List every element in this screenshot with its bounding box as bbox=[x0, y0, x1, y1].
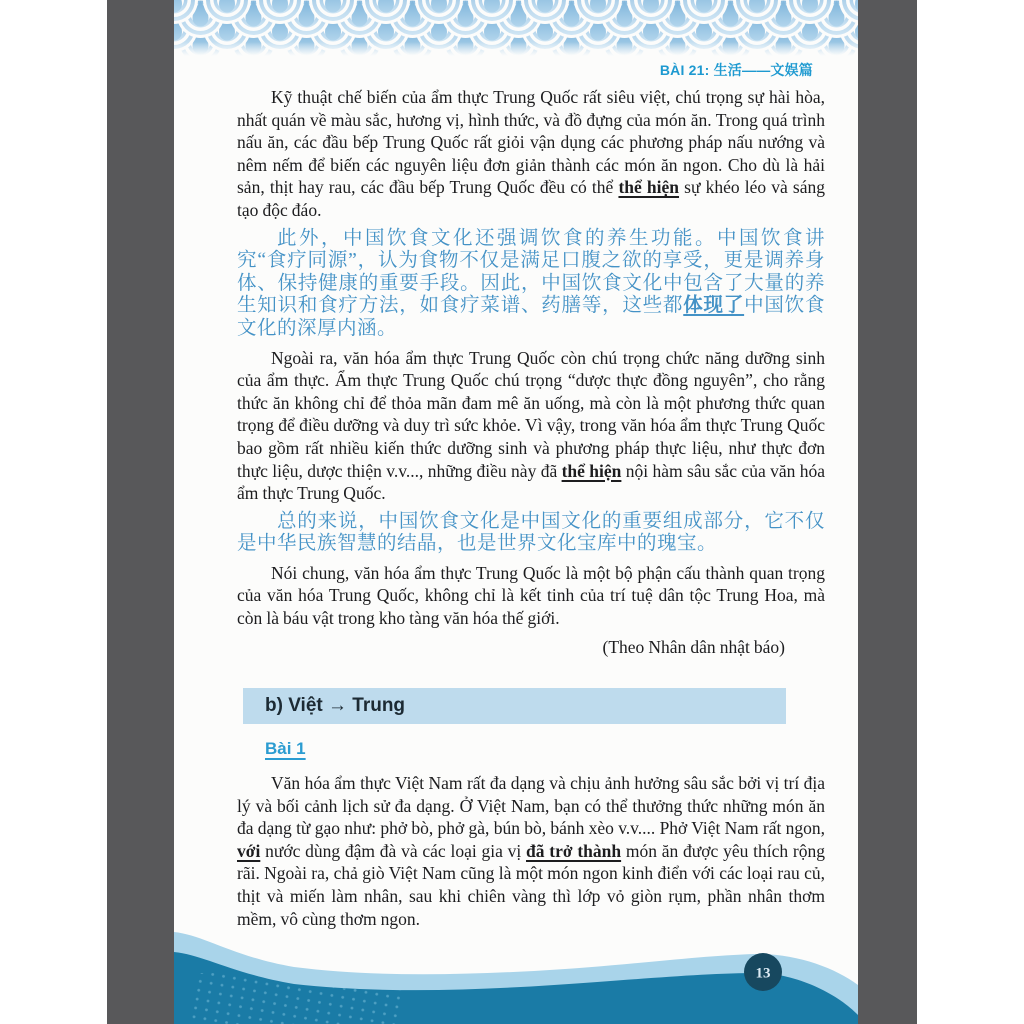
text-run: 总的来说，中国饮食文化是中国文化的重要组成部分，它不仅是中华民族智慧的结晶，也是世界文化宝库中的瑰宝。 bbox=[237, 510, 825, 555]
text-run: Ngoài ra, văn hóa ẩm thực Trung Quốc còn chú trọng chức năng dưỡng sinh của ẩm thực. Ẩm thực Trung Quốc chú trọng “dược thực đồng nguyên”, cho rằng thức ăn không chỉ để thỏa mãn đam mê ăn uống, mà còn là một phương thức quan trọng để điều dưỡng và duy trì sức khỏe. Vì vậy, trong văn hóa ẩm thực Trung Quốc bao gồm rất nhiều kiến thức dưỡng sinh và phương pháp thực liệu, như thực đơn thực liệu, dược thiện v.v..., những điều này đã bbox=[237, 347, 825, 481]
book-page bbox=[174, 0, 858, 1024]
emphasized-term: đã trở thành bbox=[526, 840, 622, 861]
paragraph bbox=[237, 511, 825, 556]
page-number: 13 bbox=[755, 965, 771, 982]
emphasized-term: 体现了 bbox=[683, 295, 745, 317]
text-run: (Theo Nhân dân nhật báo) bbox=[602, 636, 785, 657]
exercise-label: Bài 1 bbox=[265, 739, 306, 758]
text-run: nội hàm sâu sắc của văn hóa ẩm thực Trung Quốc. bbox=[237, 460, 825, 504]
text-run: 中国饮食文化的深厚内涵。 bbox=[237, 295, 825, 339]
paragraph bbox=[237, 636, 825, 659]
paragraph bbox=[237, 562, 825, 630]
section-bar bbox=[243, 688, 786, 724]
paragraph bbox=[237, 228, 825, 341]
header-scales-pattern bbox=[174, 0, 858, 56]
text-run: nước dùng đậm đà và các loại gia vị bbox=[260, 840, 527, 861]
text-run: sự khéo léo và sáng tạo độc đáo. bbox=[237, 177, 825, 220]
text-run: Văn hóa ẩm thực Việt Nam rất đa dạng và chịu ảnh hưởng sâu sắc bởi vị trí địa lý và bối cảnh lịch sử đa dạng. Ở Việt Nam, bạn có thể thưởng thức những món ăn đa dạng từ gạo như: phở bò, phở gà, bún bò, bánh xèo v.v.... Phở Việt Nam rất ngon, bbox=[237, 773, 825, 839]
lesson-header: BÀI 21: 生活——文娱篇 bbox=[659, 62, 813, 78]
passage-b bbox=[237, 772, 825, 936]
text-run: Kỹ thuật chế biến của ẩm thực Trung Quốc rất siêu việt, chú trọng sự hài hòa, nhất quán về màu sắc, hương vị, hình thức, và đồ đựng của món ăn. Trong quá trình nấu ăn, các đầu bếp Trung Quốc rất giỏi vận dụng các phương pháp nấu nướng và nêm nếm để biến các nguyên liệu đơn giản thành các món ăn ngon. Cho dù là hải sản, thịt hay rau, các đầu bếp Trung Quốc đều có thể bbox=[237, 87, 825, 198]
paragraph bbox=[237, 347, 825, 505]
text-run: Nói chung, văn hóa ẩm thực Trung Quốc là một bộ phận cấu thành quan trọng của văn hóa Trung Quốc, không chỉ là kết tinh của trí tuệ dân tộc Trung Hoa, mà còn là báu vật trong kho tàng văn hóa thế giới. bbox=[237, 562, 825, 629]
paragraph bbox=[237, 772, 825, 930]
emphasized-term: thể hiện bbox=[618, 177, 680, 198]
book-spine-right bbox=[858, 0, 917, 1024]
text-run: 此外，中国饮食文化还强调饮食的养生功能。中国饮食讲究“食疗同源”，认为食物不仅是满足口腹之欲的享受，更是调养身体、保持健康的重要手段。因此，中国饮食文化中包含了大量的养生知识和食疗方法，如食疗菜谱、药膳等，这些都 bbox=[237, 227, 825, 317]
text-run: món ăn được yêu thích rộng rãi. Ngoài ra, chả giò Việt Nam cũng là một món ngon kinh điển với các loại rau củ, thịt và miến làm nhân, sau khi chiên vàng thì lớp vỏ giòn rụm, phần nhân thơm mềm, vô cùng thơm ngon. bbox=[237, 840, 825, 929]
emphasized-term: với bbox=[237, 840, 261, 861]
paragraph bbox=[237, 86, 825, 222]
section-bar-label: b) Việt → Trung bbox=[265, 695, 406, 716]
emphasized-term: thể hiện bbox=[561, 460, 622, 481]
passage-a bbox=[237, 86, 825, 664]
footer-wave bbox=[174, 929, 858, 1024]
book-spine-left bbox=[107, 0, 174, 1024]
